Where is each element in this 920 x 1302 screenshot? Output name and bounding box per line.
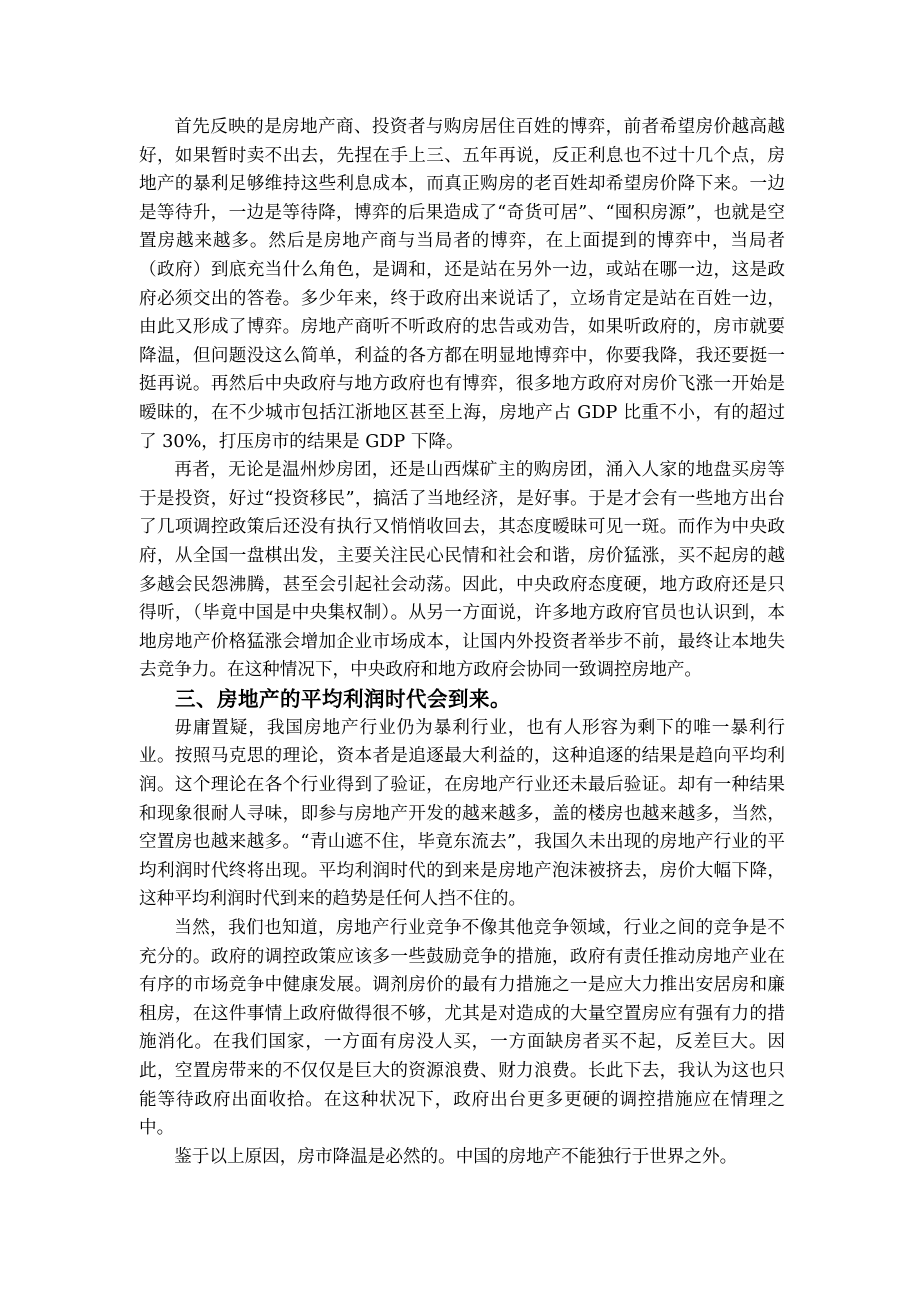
paragraph-game-theory: 首先反映的是房地产商、投资者与购房居住百姓的博弈，前者希望房价越高越好，如果暂时卖不出去，先捏在手上三、五年再说，反正利息也不过十几个点，房地产的暴利足够维持这些利息成本，而真正购房的老百姓却希望房价降下来。一边是等待升，一边是等待降，博弈的后果造成了“奇货可居”、“囤积房源”，也就是空置房越来越多。然后是房地产商与当局者的博弈，在上面提到的博弈中，当局者（政府）到底充当什么角色，是调和，还是站在另外一边，或站在哪一边，这是政府必须交出的答卷。多少年来，终于政府出来说话了，立场肯定是站在百姓一边，由此又形成了博弈。房地产商听不听政府的忠告或劝告，如果听政府的，房市就要降温，但问题没这么简单，利益的各方都在明显地博弈中，你要我降，我还要挺一挺再说。再然后中央政府与地方政府也有博弈，很多地方政府对房价飞涨一开始是暧昧的，在不少城市包括江浙地区甚至上海，房地产占 GDP 比重不小，有的超过了 30%，打压房市的结果是 GDP 下降。 <box>139 117 785 452</box>
paragraph-competition: 当然，我们也知道，房地产行业竞争不像其他竞争领域，行业之间的竞争是不充分的。政府的调控政策应该多一些鼓励竞争的措施，政府有责任推动房地产业在有序的市场竞争中健康发展。调剂房价的最有力措施之一是应大力推出安居房和廉租房，在这件事情上政府做得很不够，尤其是对造成的大量空置房应有强有力的措施消化。在我们国家，一方面有房没人买，一方面缺房者买不起，反差巨大。因此，空置房带来的不仅仅是巨大的资源浪费、财力浪费。长此下去，我认为这也只能等待政府出面收拾。在这种状况下，政府出台更多更硬的调控措施应在情理之中。 <box>139 918 785 1139</box>
paragraph-local-government: 再者，无论是温州炒房团，还是山西煤矿主的购房团，涌入人家的地盘买房等于是投资，好过“投资移民”，搞活了当地经济，是好事。于是才会有一些地方出台了几项调控政策后还没有执行又悄悄收回去，其态度暧昧可见一斑。而作为中央政府，从全国一盘棋出发，主要关注民心民情和社会和谐，房价猛涨，买不起房的越多越会民怨沸腾，甚至会引起社会动荡。因此，中央政府态度硬，地方政府还是只得听，（毕竟中国是中央集权制）。从另一方面说，许多地方政府官员也认识到，本地房地产价格猛涨会增加企业市场成本，让国内外投资者举步不前，最终让本地失去竞争力。在这种情况下，中央政府和地方政府会协同一致调控房地产。 <box>139 460 785 681</box>
paragraph-average-profit: 毋庸置疑，我国房地产行业仍为暴利行业，也有人形容为剩下的唯一暴利行业。按照马克思的理论，资本者是追逐最大利益的，这种追逐的结果是趋向平均利润。这个理论在各个行业得到了验证，在房地产行业还未最后验证。却有一种结果和现象很耐人寻味，即参与房地产开发的越来越多，盖的楼房也越来越多，当然，空置房也越来越多。“青山遮不住，毕竟东流去”，我国久未出现的房地产行业的平均利润时代终将出现。平均利润时代的到来是房地产泡沫被挤去，房价大幅下降，这种平均利润时代到来的趋势是任何人挡不住的。 <box>139 717 785 910</box>
paragraph-conclusion: 鉴于以上原因，房市降温是必然的。中国的房地产不能独行于世界之外。 <box>174 1146 738 1167</box>
section-heading: 三、房地产的平均利润时代会到来。 <box>175 686 511 711</box>
document-page <box>139 113 785 1171</box>
